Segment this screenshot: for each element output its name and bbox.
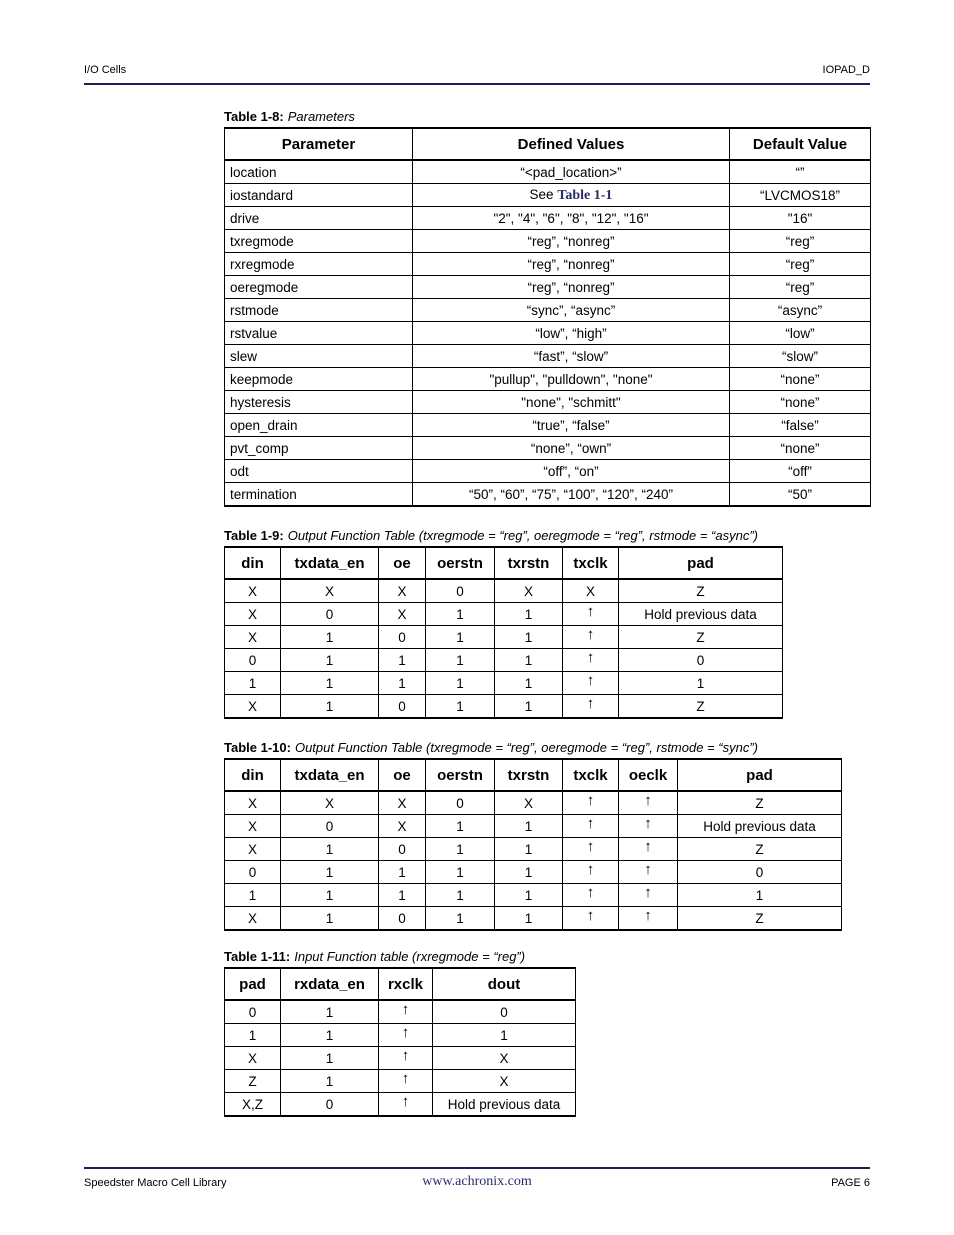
table-cell: “async” <box>730 299 871 322</box>
rising-edge-icon: ↑ <box>586 837 595 855</box>
table-row <box>225 815 842 838</box>
table-row <box>225 253 871 276</box>
table-row <box>225 695 783 719</box>
table-cell: “slow” <box>730 345 871 368</box>
table-cell: “sync”, “async” <box>413 299 730 322</box>
table-cell: slew <box>225 345 413 368</box>
table-cell: “none” <box>730 391 871 414</box>
table-cell: “none”, “own” <box>413 437 730 460</box>
table-cell <box>619 907 678 931</box>
table-cell: Hold previous data <box>678 815 842 838</box>
column-header: rxdata_en <box>281 968 379 1000</box>
table-cell: 1 <box>426 884 495 907</box>
table-cell: 1 <box>281 907 379 931</box>
table-cell <box>563 884 619 907</box>
table-cell: “low”, “high” <box>413 322 730 345</box>
table-cell: "pullup", "pulldown", "none" <box>413 368 730 391</box>
table-1-1-link[interactable]: Table 1-1 <box>557 187 613 203</box>
table9-caption <box>224 528 758 543</box>
table-row <box>225 368 871 391</box>
table-cell: 1 <box>281 1024 379 1047</box>
table10-title: Output Function Table (txregmode = “reg”, oeregmode = “reg”, rstmode = “sync”) <box>294 740 758 755</box>
table-cell <box>563 649 619 672</box>
rising-edge-icon: ↑ <box>586 648 595 666</box>
table-cell: 1 <box>281 649 379 672</box>
rising-edge-icon: ↑ <box>586 791 595 809</box>
table-cell: X <box>225 838 281 861</box>
column-header: oe <box>379 547 426 579</box>
table-cell: X <box>379 603 426 626</box>
table-cell: 1 <box>426 838 495 861</box>
table9-label: Table 1-9: <box>224 528 284 543</box>
rising-edge-icon: ↑ <box>401 1069 410 1087</box>
table-cell: 1 <box>379 884 426 907</box>
table9-title: Output Function Table (txregmode = “reg”, oeregmode = “reg”, rstmode = “async”) <box>287 528 758 543</box>
table-cell: Hold previous data <box>433 1093 576 1117</box>
table-row <box>225 437 871 460</box>
table8-caption <box>224 109 355 124</box>
table-row <box>225 299 871 322</box>
table-row <box>225 1000 576 1024</box>
table-cell: “none” <box>730 368 871 391</box>
table-cell: “reg”, “nonreg” <box>413 230 730 253</box>
table-row <box>225 649 783 672</box>
table-cell: X <box>225 907 281 931</box>
table-cell <box>619 861 678 884</box>
header-divider <box>84 83 870 85</box>
table-cell: 1 <box>678 884 842 907</box>
rising-edge-icon: ↑ <box>586 860 595 878</box>
table-cell: 0 <box>225 649 281 672</box>
table-cell: 0 <box>225 861 281 884</box>
table-cell: 1 <box>495 861 563 884</box>
rising-edge-icon: ↑ <box>586 671 595 689</box>
column-header: txdata_en <box>281 759 379 791</box>
table-cell: 1 <box>495 626 563 649</box>
table-cell: 0 <box>281 1093 379 1117</box>
table-cell <box>379 1000 433 1024</box>
table11-caption <box>224 949 525 964</box>
table-cell: Z <box>619 626 783 649</box>
table-row <box>225 603 783 626</box>
table-row <box>225 672 783 695</box>
table-cell: 1 <box>426 695 495 719</box>
table-cell: 0 <box>225 1000 281 1024</box>
footer-page-number: PAGE 6 <box>831 1177 870 1189</box>
table-cell: location <box>225 160 413 184</box>
column-header: Defined Values <box>413 128 730 160</box>
table-cell: “reg”, “nonreg” <box>413 253 730 276</box>
table-cell: 1 <box>225 672 281 695</box>
table-cell: “low” <box>730 322 871 345</box>
table-cell <box>563 695 619 719</box>
output-function-sync-table <box>224 758 842 931</box>
table-cell: “reg” <box>730 276 871 299</box>
footer-doc-title: Speedster Macro Cell Library <box>84 1177 227 1189</box>
table-row <box>225 861 842 884</box>
column-header: pad <box>619 547 783 579</box>
table-cell: Hold previous data <box>619 603 783 626</box>
rising-edge-icon: ↑ <box>401 1046 410 1064</box>
table-cell <box>563 815 619 838</box>
table-cell: 1 <box>619 672 783 695</box>
table-cell: "none", "schmitt" <box>413 391 730 414</box>
rising-edge-icon: ↑ <box>644 791 652 809</box>
table-cell: 1 <box>495 884 563 907</box>
table-cell: 1 <box>281 861 379 884</box>
table11-title: Input Function table (rxregmode = “reg”) <box>294 949 526 964</box>
table-cell: Z <box>678 791 842 815</box>
table-row <box>225 322 871 345</box>
table-cell: “none” <box>730 437 871 460</box>
column-header: txrstn <box>495 547 563 579</box>
table-cell: rstmode <box>225 299 413 322</box>
table-row <box>225 276 871 299</box>
table-cell: “50”, “60”, “75”, “100”, “120”, “240” <box>413 483 730 507</box>
rising-edge-icon: ↑ <box>644 837 652 855</box>
table-cell: X <box>563 579 619 603</box>
table-cell <box>563 861 619 884</box>
table-cell: hysteresis <box>225 391 413 414</box>
column-header: din <box>225 547 281 579</box>
table-row <box>225 1047 576 1070</box>
rising-edge-icon: ↑ <box>401 1000 410 1018</box>
table-cell: 1 <box>426 626 495 649</box>
rising-edge-icon: ↑ <box>644 906 652 924</box>
table-cell: keepmode <box>225 368 413 391</box>
table-row <box>225 1024 576 1047</box>
column-header: oerstn <box>426 547 495 579</box>
table-cell: “off” <box>730 460 871 483</box>
table11-label: Table 1-11: <box>224 949 291 964</box>
table-cell: 1 <box>225 884 281 907</box>
table-cell: open_drain <box>225 414 413 437</box>
column-header: pad <box>225 968 281 1000</box>
rising-edge-icon: ↑ <box>586 602 595 620</box>
table-cell: 1 <box>495 695 563 719</box>
table-cell: 0 <box>379 695 426 719</box>
table-cell: 1 <box>281 626 379 649</box>
table-cell: 1 <box>495 603 563 626</box>
table-cell: X,Z <box>225 1093 281 1117</box>
table-cell: X <box>225 1047 281 1070</box>
table-cell: X <box>495 791 563 815</box>
table-row <box>225 626 783 649</box>
table-cell: iostandard <box>225 184 413 207</box>
header-section-title: I/O Cells <box>84 64 127 76</box>
table-cell: 1 <box>495 815 563 838</box>
table8-label: Table 1-8: <box>224 109 284 124</box>
column-header: pad <box>678 759 842 791</box>
table-cell: X <box>281 791 379 815</box>
column-header: oerstn <box>426 759 495 791</box>
rising-edge-icon: ↑ <box>586 625 595 643</box>
table10-label: Table 1-10: <box>224 740 291 755</box>
table-cell: oeregmode <box>225 276 413 299</box>
table-cell: 1 <box>281 1000 379 1024</box>
table-row <box>225 230 871 253</box>
table-cell: 1 <box>426 672 495 695</box>
table-row <box>225 907 842 931</box>
table-cell: 1 <box>281 838 379 861</box>
table-row <box>225 483 871 507</box>
table-cell: 1 <box>281 884 379 907</box>
table-cell: “” <box>730 160 871 184</box>
table-row <box>225 391 871 414</box>
table-cell: 1 <box>495 907 563 931</box>
table-cell: 1 <box>225 1024 281 1047</box>
table-row <box>225 838 842 861</box>
input-function-table <box>224 967 576 1117</box>
table10-caption <box>224 740 758 755</box>
table-cell <box>413 184 730 207</box>
rising-edge-icon: ↑ <box>644 860 652 878</box>
header-cell-name: IOPAD_D <box>822 64 870 76</box>
table-row <box>225 207 871 230</box>
rising-edge-icon: ↑ <box>644 883 652 901</box>
table-cell: pvt_comp <box>225 437 413 460</box>
table-cell: X <box>281 579 379 603</box>
table-cell: Z <box>225 1070 281 1093</box>
table-cell: “reg” <box>730 253 871 276</box>
table-cell: “off”, “on” <box>413 460 730 483</box>
table-cell <box>563 838 619 861</box>
table-cell: drive <box>225 207 413 230</box>
table-cell: Z <box>678 907 842 931</box>
column-header: oeclk <box>619 759 678 791</box>
table-cell: Z <box>619 695 783 719</box>
table-cell: 1 <box>281 695 379 719</box>
table-cell: 1 <box>495 838 563 861</box>
rising-edge-icon: ↑ <box>586 694 595 712</box>
table-cell: “50” <box>730 483 871 507</box>
table-cell: 1 <box>433 1024 576 1047</box>
table-cell: rstvalue <box>225 322 413 345</box>
table-cell <box>563 603 619 626</box>
table-row <box>225 345 871 368</box>
table-cell: 0 <box>281 815 379 838</box>
table-cell: “reg” <box>730 230 871 253</box>
column-header: txclk <box>563 547 619 579</box>
table-cell: X <box>225 791 281 815</box>
table-cell: 1 <box>495 649 563 672</box>
rising-edge-icon: ↑ <box>644 814 652 832</box>
column-header: din <box>225 759 281 791</box>
footer-divider <box>84 1167 870 1169</box>
rising-edge-icon: ↑ <box>401 1092 410 1110</box>
table-cell: X <box>225 603 281 626</box>
table-cell: termination <box>225 483 413 507</box>
table-cell: 1 <box>495 672 563 695</box>
column-header: txrstn <box>495 759 563 791</box>
table-row <box>225 1070 576 1093</box>
table-cell: 0 <box>426 579 495 603</box>
table-row <box>225 460 871 483</box>
table-cell: X <box>433 1047 576 1070</box>
table-row <box>225 184 871 207</box>
table-row <box>225 414 871 437</box>
table-cell: "2", "4", "6", "8", "12", "16" <box>413 207 730 230</box>
parameters-table <box>224 127 871 507</box>
table-cell <box>379 1047 433 1070</box>
table-cell: X <box>225 579 281 603</box>
table-cell: X <box>495 579 563 603</box>
table-cell: “true”, “false” <box>413 414 730 437</box>
column-header: txdata_en <box>281 547 379 579</box>
table-cell: 1 <box>426 649 495 672</box>
table-cell <box>563 907 619 931</box>
table-cell: X <box>225 626 281 649</box>
table-cell <box>619 884 678 907</box>
column-header: dout <box>433 968 576 1000</box>
table-cell <box>379 1024 433 1047</box>
table-cell: 0 <box>379 907 426 931</box>
rising-edge-icon: ↑ <box>586 814 595 832</box>
output-function-async-table <box>224 546 783 719</box>
table-cell: 1 <box>379 649 426 672</box>
table-cell: 1 <box>426 603 495 626</box>
column-header: txclk <box>563 759 619 791</box>
table-cell: 1 <box>426 861 495 884</box>
table-cell: 1 <box>281 1070 379 1093</box>
table-cell: X <box>379 815 426 838</box>
table-cell: X <box>225 695 281 719</box>
table-cell: 1 <box>281 1047 379 1070</box>
table-cell: Z <box>619 579 783 603</box>
table-cell: “<pad_location>” <box>413 160 730 184</box>
table-cell: 0 <box>619 649 783 672</box>
table-cell: 1 <box>281 672 379 695</box>
rising-edge-icon: ↑ <box>586 906 595 924</box>
table-cell: Z <box>678 838 842 861</box>
table-cell: 0 <box>678 861 842 884</box>
table-row <box>225 791 842 815</box>
table-row <box>225 1093 576 1117</box>
footer-website-link[interactable]: www.achronix.com <box>422 1174 532 1189</box>
table-cell: “false” <box>730 414 871 437</box>
table-cell: X <box>379 791 426 815</box>
table-cell: 0 <box>426 791 495 815</box>
table-cell <box>563 791 619 815</box>
table-row <box>225 160 871 184</box>
xref-prefix: See <box>529 186 558 202</box>
table-cell: “fast”, “slow” <box>413 345 730 368</box>
table-cell: X <box>225 815 281 838</box>
table-cell <box>379 1070 433 1093</box>
table-cell <box>619 838 678 861</box>
table-cell: 0 <box>433 1000 576 1024</box>
table-cell: 1 <box>426 907 495 931</box>
table-cell <box>619 791 678 815</box>
table-cell: 0 <box>281 603 379 626</box>
table-cell: 1 <box>426 815 495 838</box>
table-cell: txregmode <box>225 230 413 253</box>
column-header: Parameter <box>225 128 413 160</box>
table-cell: 0 <box>379 626 426 649</box>
table-cell: “reg”, “nonreg” <box>413 276 730 299</box>
table-cell: 1 <box>379 861 426 884</box>
rising-edge-icon: ↑ <box>401 1023 410 1041</box>
table-cell <box>563 672 619 695</box>
table-cell: X <box>433 1070 576 1093</box>
table8-title: Parameters <box>287 109 355 124</box>
table-cell: X <box>379 579 426 603</box>
table-row <box>225 579 783 603</box>
table-cell: 0 <box>379 838 426 861</box>
table-cell: odt <box>225 460 413 483</box>
rising-edge-icon: ↑ <box>586 883 595 901</box>
table-row <box>225 884 842 907</box>
table-cell: “LVCMOS18” <box>730 184 871 207</box>
column-header: rxclk <box>379 968 433 1000</box>
table-cell <box>379 1093 433 1117</box>
column-header: oe <box>379 759 426 791</box>
table-cell <box>619 815 678 838</box>
table-cell <box>563 626 619 649</box>
column-header: Default Value <box>730 128 871 160</box>
table-cell: rxregmode <box>225 253 413 276</box>
table-cell: 1 <box>379 672 426 695</box>
table-cell: "16" <box>730 207 871 230</box>
